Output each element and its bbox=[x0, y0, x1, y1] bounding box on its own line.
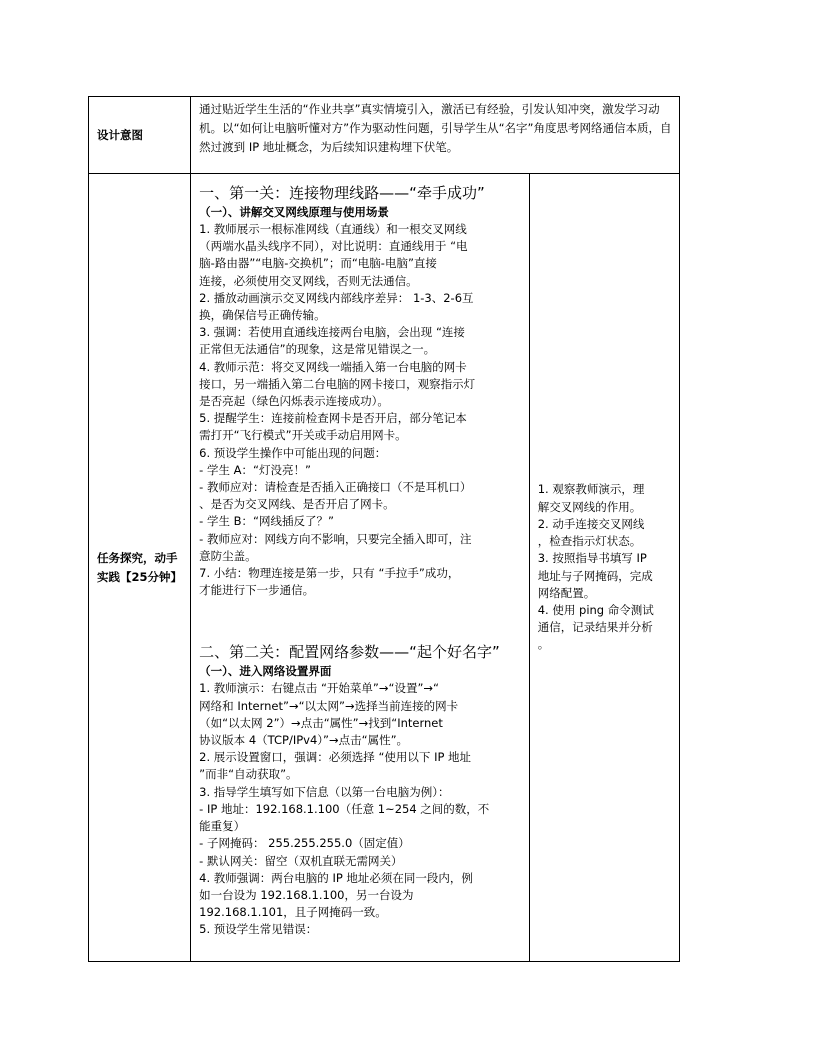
stage2-section bbox=[199, 641, 523, 938]
stage2-text-line: （如“以太网 2”）→点击“属性”→找到“Internet bbox=[199, 715, 443, 730]
student-activity-line: 网络配置。 bbox=[537, 585, 596, 600]
stage2-text-line: 1. 教师演示：右键点击 “开始菜单”→“设置”→“ bbox=[199, 681, 440, 696]
student-activity-line: 通信，记录结果并分析 bbox=[537, 620, 653, 635]
stage1-text-line: 4. 教师示范：将交叉网线一端插入第一台电脑的网卡 bbox=[199, 359, 467, 374]
stage2-text-line: ”而非“自动获取”。 bbox=[199, 767, 298, 782]
stage2-text-line: 192.168.1.101，且子网掩码一致。 bbox=[199, 905, 387, 920]
stage2-title: 二、第二关：配置网络参数——“起个好名字” bbox=[199, 643, 500, 662]
stage1-text-line: 、是否为交叉网线、是否开启了网卡。 bbox=[199, 497, 395, 512]
task-exploration-row bbox=[89, 174, 680, 962]
stage1-title: 一、第一关：连接物理线路——“牵手成功” bbox=[199, 184, 485, 202]
stage1-text-line: - 学生 B：“网线插反了？” bbox=[199, 514, 334, 529]
stage1-text-line: 脑-路由器”“电脑-交换机”；而“电脑-电脑”直接 bbox=[199, 256, 437, 271]
student-activity-line: 4. 使用 ping 命令测试 bbox=[537, 602, 654, 617]
stage1-text-line: 才能进行下一步通信。 bbox=[199, 583, 315, 598]
stage2-text-line: 3. 指导学生填写如下信息（以第一台电脑为例）： bbox=[199, 784, 450, 799]
stage1-subtitle: （一）、讲解交叉网线原理与使用场景 bbox=[199, 205, 389, 219]
design-intent-label: 设计意图 bbox=[97, 127, 143, 142]
stage1-text-line: 正常但无法通信”的现象，这是常见错误之一。 bbox=[199, 342, 436, 357]
stage1-lines bbox=[199, 221, 523, 599]
student-activity-line: 解交叉网线的作用。 bbox=[537, 499, 642, 514]
stage1-text-line: 2. 播放动画演示交叉网线内部线序差异： 1-3、2-6互 bbox=[199, 290, 474, 305]
student-activity-line: 。 bbox=[537, 637, 550, 652]
stage1-text-line: 5. 提醒学生：连接前检查网卡是否开启，部分笔记本 bbox=[199, 411, 467, 426]
stage2-text-line: 如一台设为 192.168.1.100，另一台设为 bbox=[199, 887, 414, 902]
stage1-text-line: 连接，必须使用交叉网线，否则无法通信。 bbox=[199, 273, 418, 288]
stage2-text-line: - 默认网关：留空（双机直联无需网关） bbox=[199, 853, 403, 868]
design-intent-text-cell bbox=[191, 97, 680, 174]
stage1-text-line: 1. 教师展示一根标准网线（直通线）和一根交叉网线 bbox=[199, 222, 467, 236]
stage1-text-line: 6. 预设学生操作中可能出现的问题： bbox=[199, 445, 387, 460]
stage1-text-line: - 学生 A：“灯没亮！” bbox=[199, 462, 311, 477]
stage1-text-line: - 教师应对：网线方向不影响，只要完全插入即可，注 bbox=[199, 531, 472, 546]
design-intent-text: 通过贴近学生生活的“作业共享”真实情境引入，激活已有经验，引发认知冲突，激发学习动机。以“如何让电脑听懂对方”作为驱动性问题，引导学生从“名字”角度思考网络通信本质，自然过渡到 IP 地址概念，为后续知识建构埋下伏笔。 bbox=[199, 102, 672, 154]
task-label: 任务探究，动手实践【25分钟】 bbox=[97, 550, 183, 584]
stage2-text-line: 协议版本 4（TCP/IPv4）”→点击“属性”。 bbox=[199, 733, 409, 748]
stage2-text-line: 2. 展示设置窗口，强调：必须选择 “使用以下 IP 地址 bbox=[199, 750, 472, 765]
stage2-text-line: - 子网掩码： 255.255.255.0（固定值） bbox=[199, 836, 410, 851]
stage1-text-line: 3. 强调：若使用直通线连接两台电脑，会出现 “连接 bbox=[199, 325, 465, 340]
stage2-text-line: 网络和 Internet”→“以太网”→选择当前连接的网卡 bbox=[199, 698, 459, 713]
stage2-subtitle: （一）、进入网络设置界面 bbox=[199, 664, 332, 679]
teacher-activity-cell bbox=[191, 174, 530, 962]
stage2-text-line: 能重复） bbox=[199, 819, 246, 834]
student-activity-line: 地址与子网掩码，完成 bbox=[537, 568, 653, 583]
stage2-text-line: - IP 地址：192.168.1.100（任意 1~254 之间的数，不 bbox=[199, 801, 490, 816]
task-label-cell bbox=[89, 174, 191, 962]
stage1-text-line: 接口，另一端插入第二台电脑的网卡接口，观察指示灯 bbox=[199, 376, 476, 391]
design-intent-label-cell bbox=[89, 97, 191, 174]
stage2-lines bbox=[199, 680, 523, 938]
design-intent-row bbox=[89, 97, 680, 174]
student-activity-line: 1. 观察教师演示，理 bbox=[537, 482, 645, 497]
stage2-text-line: 4. 教师强调：两台电脑的 IP 地址必须在同一段内，例 bbox=[199, 870, 473, 885]
student-activity-line: 2. 动手连接交叉网线 bbox=[537, 516, 645, 531]
stage1-text-line: 需打开“飞行模式”开关或手动启用网卡。 bbox=[199, 428, 407, 443]
student-activity-line: ，检查指示灯状态。 bbox=[537, 534, 642, 549]
student-activity-list bbox=[538, 481, 673, 653]
student-activity-cell bbox=[529, 174, 679, 962]
stage1-text-line: 7. 小结：物理连接是第一步，只有 “手拉手”成功， bbox=[199, 566, 460, 581]
stage1-text-line: - 教师应对：请检查是否插入正确接口（不是耳机口） bbox=[199, 480, 472, 495]
stage1-text-line: 意防尘盖。 bbox=[199, 548, 257, 563]
stage1-text-line: 是否亮起（绿色闪烁表示连接成功）。 bbox=[199, 394, 389, 409]
stage1-section bbox=[199, 182, 523, 599]
stage1-text-line: 换，确保信号正确传输。 bbox=[199, 308, 326, 323]
stage1-text-line: （两端水晶头线序不同），对比说明：直通线用于 “电 bbox=[199, 239, 468, 254]
stage2-text-line: 5. 预设学生常见错误： bbox=[199, 922, 318, 937]
lesson-plan-table bbox=[88, 96, 680, 962]
student-activity-line: 3. 按照指导书填写 IP bbox=[537, 551, 647, 566]
